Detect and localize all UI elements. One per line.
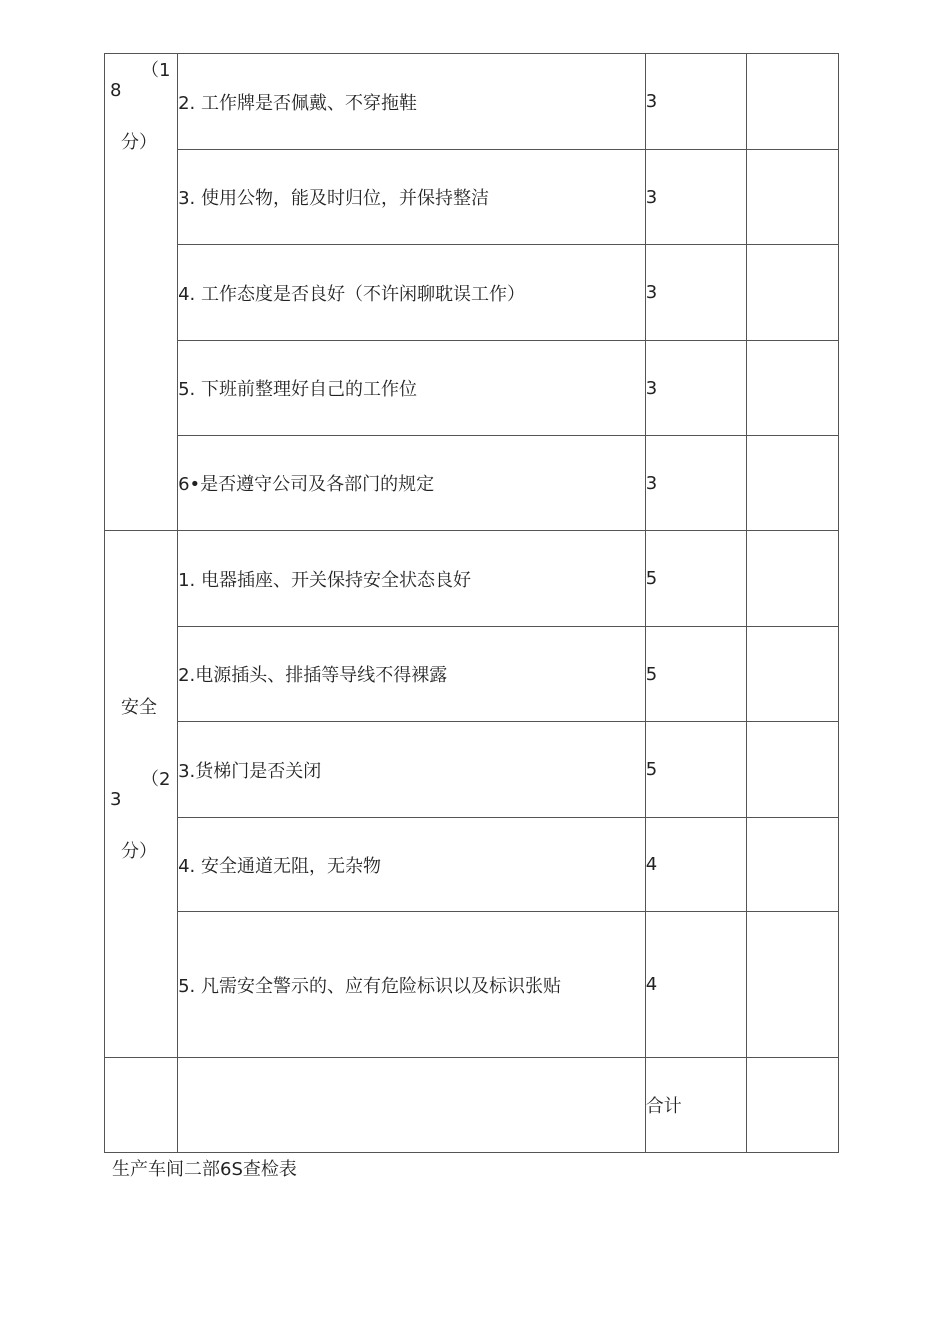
result-cell[interactable]: [746, 436, 838, 531]
category-part: （2: [141, 769, 171, 790]
category-part: 分）: [121, 841, 157, 862]
score-value: 5: [645, 531, 746, 627]
score-value: 3: [645, 436, 746, 531]
table-row: [105, 722, 839, 818]
total-row: [105, 1058, 839, 1153]
result-cell[interactable]: [746, 818, 838, 912]
category-cell-discipline: [105, 54, 178, 531]
table-row: [105, 341, 839, 436]
category-part: 分）: [121, 132, 157, 153]
table-caption: 生产车间二部6S查检表: [112, 1159, 297, 1180]
table-row: [105, 54, 839, 150]
category-part: （1: [141, 60, 171, 81]
total-label: 合计: [645, 1058, 746, 1153]
category-part: 安全: [121, 697, 157, 718]
result-cell[interactable]: [746, 722, 838, 818]
table-row: [105, 531, 839, 627]
empty-cell: [178, 1058, 646, 1153]
result-cell[interactable]: [746, 531, 838, 627]
score-value: 4: [645, 818, 746, 912]
result-cell[interactable]: [746, 54, 838, 150]
score-value: 5: [645, 722, 746, 818]
check-item: 4. 工作态度是否良好（不许闲聊耽误工作）: [178, 245, 646, 341]
score-value: 3: [645, 341, 746, 436]
table-row: [105, 912, 839, 1058]
check-item: 6•是否遵守公司及各部门的规定: [178, 436, 646, 531]
table-row: [105, 436, 839, 531]
score-value: 4: [645, 912, 746, 1058]
check-item: 5. 凡需安全警示的、应有危险标识以及标识张贴: [178, 912, 646, 1058]
check-item: 4. 安全通道无阻，无杂物: [178, 818, 646, 912]
total-result-cell[interactable]: [746, 1058, 838, 1153]
table-row: [105, 245, 839, 341]
check-item: 1. 电器插座、开关保持安全状态良好: [178, 531, 646, 627]
category-cell-safety: [105, 531, 178, 1058]
check-item: 2. 工作牌是否佩戴、不穿拖鞋: [178, 54, 646, 150]
empty-cell: [105, 1058, 178, 1153]
category-part: 8: [110, 80, 122, 101]
check-item: 3. 使用公物，能及时归位，并保持整洁: [178, 150, 646, 245]
check-item: 2.电源插头、排插等导线不得裸露: [178, 627, 646, 722]
score-value: 3: [645, 54, 746, 150]
score-value: 3: [645, 245, 746, 341]
score-value: 5: [645, 627, 746, 722]
check-item: 3.货梯门是否关闭: [178, 722, 646, 818]
result-cell[interactable]: [746, 245, 838, 341]
table-row: [105, 150, 839, 245]
table-row: [105, 627, 839, 722]
score-value: 3: [645, 150, 746, 245]
table-row: [105, 818, 839, 912]
inspection-table: [104, 53, 839, 1153]
check-item: 5. 下班前整理好自己的工作位: [178, 341, 646, 436]
result-cell[interactable]: [746, 627, 838, 722]
result-cell[interactable]: [746, 912, 838, 1058]
category-part: 3: [110, 789, 122, 810]
result-cell[interactable]: [746, 150, 838, 245]
result-cell[interactable]: [746, 341, 838, 436]
